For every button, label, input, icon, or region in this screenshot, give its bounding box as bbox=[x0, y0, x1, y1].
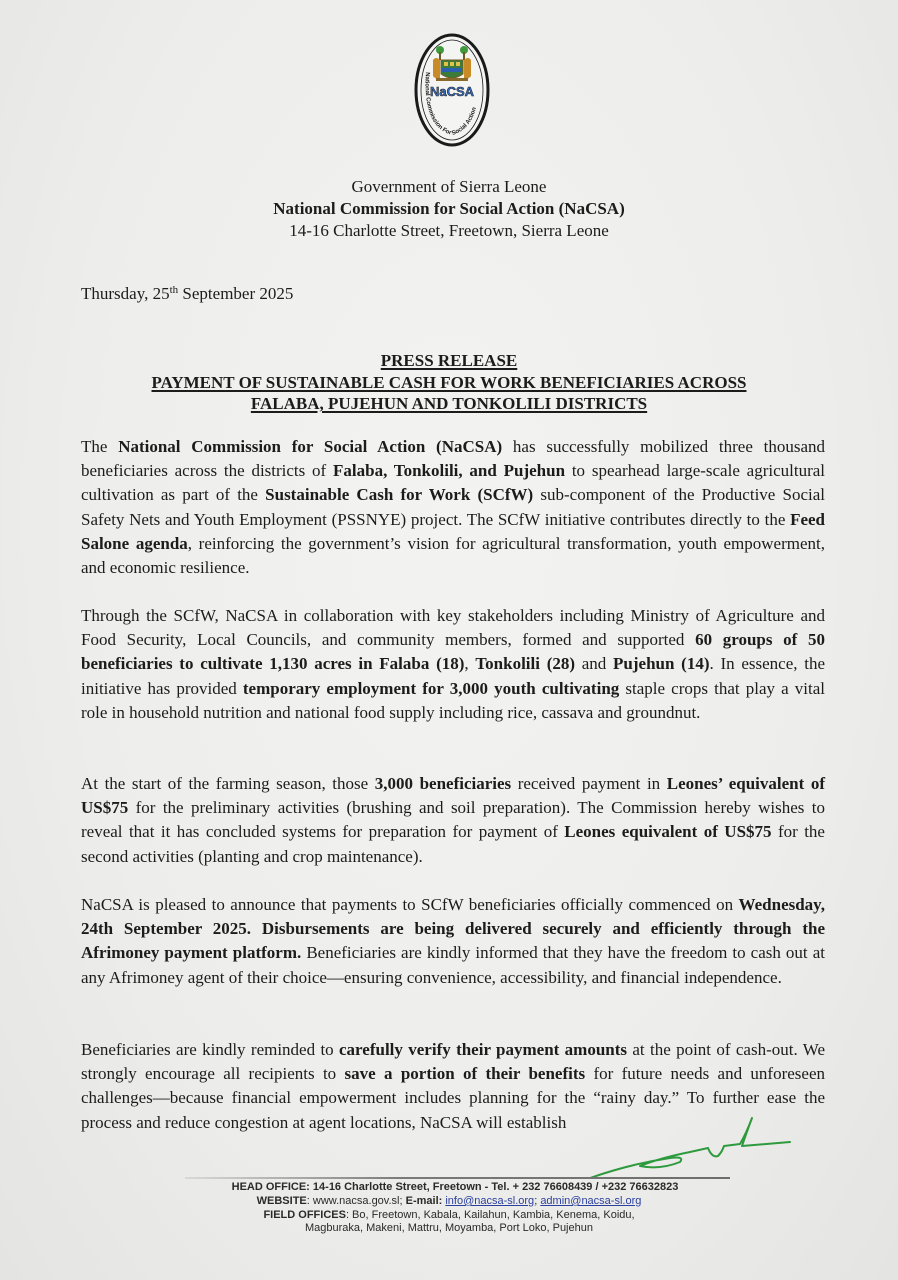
footer-contact: WEBSITE: www.nacsa.gov.sl; E-mail: info@nacsa-sl.org; admin@nacsa-sl.org bbox=[256, 1195, 642, 1207]
footer-field-offices-continued: Magburaka, Makeni, Mattru, Moyamba, Port Loko, Pujehun bbox=[305, 1222, 593, 1234]
letterhead-organization: National Commission for Social Action (NaCSA) bbox=[273, 199, 625, 218]
body-paragraph-intro: The National Commission for Social Action (NaCSA) has successfully mobilized three thousand beneficiaries across the districts of Falaba, Tonkolili, and Pujehun to spearhead large-scale agricultural cultivation as part of the Sustainable Cash for Work (SCfW) sub-component of the Productive Social Safety Nets and Youth Employment (PSSNYE) project. The SCfW initiative contributes directly to the Feed Salone agenda, reinforcing the government’s vision for agricultural transformation, youth empowerment, and economic resilience. bbox=[81, 437, 826, 578]
footer-field-offices: FIELD OFFICES: Bo, Freetown, Kabala, Kailahun, Kambia, Kenema, Koidu, bbox=[263, 1209, 635, 1221]
logo-ring-text: National Commission For Social Action bbox=[423, 71, 478, 138]
nacsa-logo-emblem bbox=[414, 32, 490, 148]
press-release-title-line-1: PAYMENT OF SUSTAINABLE CASH FOR WORK BENEFICIARIES ACROSS bbox=[151, 373, 747, 392]
signature-initials-icon bbox=[590, 1112, 800, 1182]
press-release-heading: PRESS RELEASE bbox=[380, 351, 518, 370]
release-date: Thursday, 25th September 2025 bbox=[81, 284, 294, 303]
email-link-admin[interactable]: admin@nacsa-sl.org bbox=[540, 1195, 642, 1207]
body-paragraph-reminder: Beneficiaries are kindly reminded to carefully verify their payment amounts at the point of cash-out. We strongly encourage all recipients to save a portion of their benefits for future needs and unforeseen challenges—because financial empowerment includes planning for the “rainy day.” To further ease the process and reduce congestion at agent locations, NaCSA will establish bbox=[81, 1040, 825, 1132]
body-paragraph-groups: Through the SCfW, NaCSA in collaboration with key stakeholders including Ministry of Agriculture and Food Security, Local Councils, and community members, formed and supported 60 groups of 50 beneficiaries to cultivate 1,130 acres in Falaba (18), Tonkolili (28) and Pujehun (14). In essence, the initiative has provided temporary employment for 3,000 youth cultivating staple crops that play a vital role in household nutrition and national food supply including rice, cassava and groundnut. bbox=[81, 606, 826, 722]
email-link-info[interactable]: info@nacsa-sl.org bbox=[445, 1195, 535, 1207]
letterhead-government: Government of Sierra Leone bbox=[351, 177, 547, 196]
footer-divider bbox=[185, 1177, 730, 1179]
press-release-title-line-2: FALABA, PUJEHUN AND TONKOLILI DISTRICTS bbox=[250, 394, 648, 413]
body-paragraph-payments: At the start of the farming season, those 3,000 beneficiaries received payment in Leones’ equivalent of US$75 for the preliminary activities (brushing and soil preparation). The Commission hereby wishes to reveal that it has concluded systems for preparation for payment of Leones equivalent of US$75 for the second activities (planting and crop maintenance). bbox=[81, 774, 825, 866]
logo-wordmark: NaCSA bbox=[429, 84, 475, 99]
letterhead-address: 14-16 Charlotte Street, Freetown, Sierra Leone bbox=[289, 221, 609, 240]
body-paragraph-announcement: NaCSA is pleased to announce that payments to SCfW beneficiaries officially commenced on Wednesday, 24th September 2025. Disbursements are being delivered securely and efficiently through the Afrimoney payment platform. Beneficiaries are kindly informed that they have the freedom to cash out at any Afrimoney agent of their choice—ensuring convenience, accessibility, and financial independence. bbox=[81, 895, 825, 987]
footer-head-office: HEAD OFFICE: 14-16 Charlotte Street, Freetown - Tel. + 232 76608439 / +232 76632823 bbox=[231, 1181, 679, 1193]
